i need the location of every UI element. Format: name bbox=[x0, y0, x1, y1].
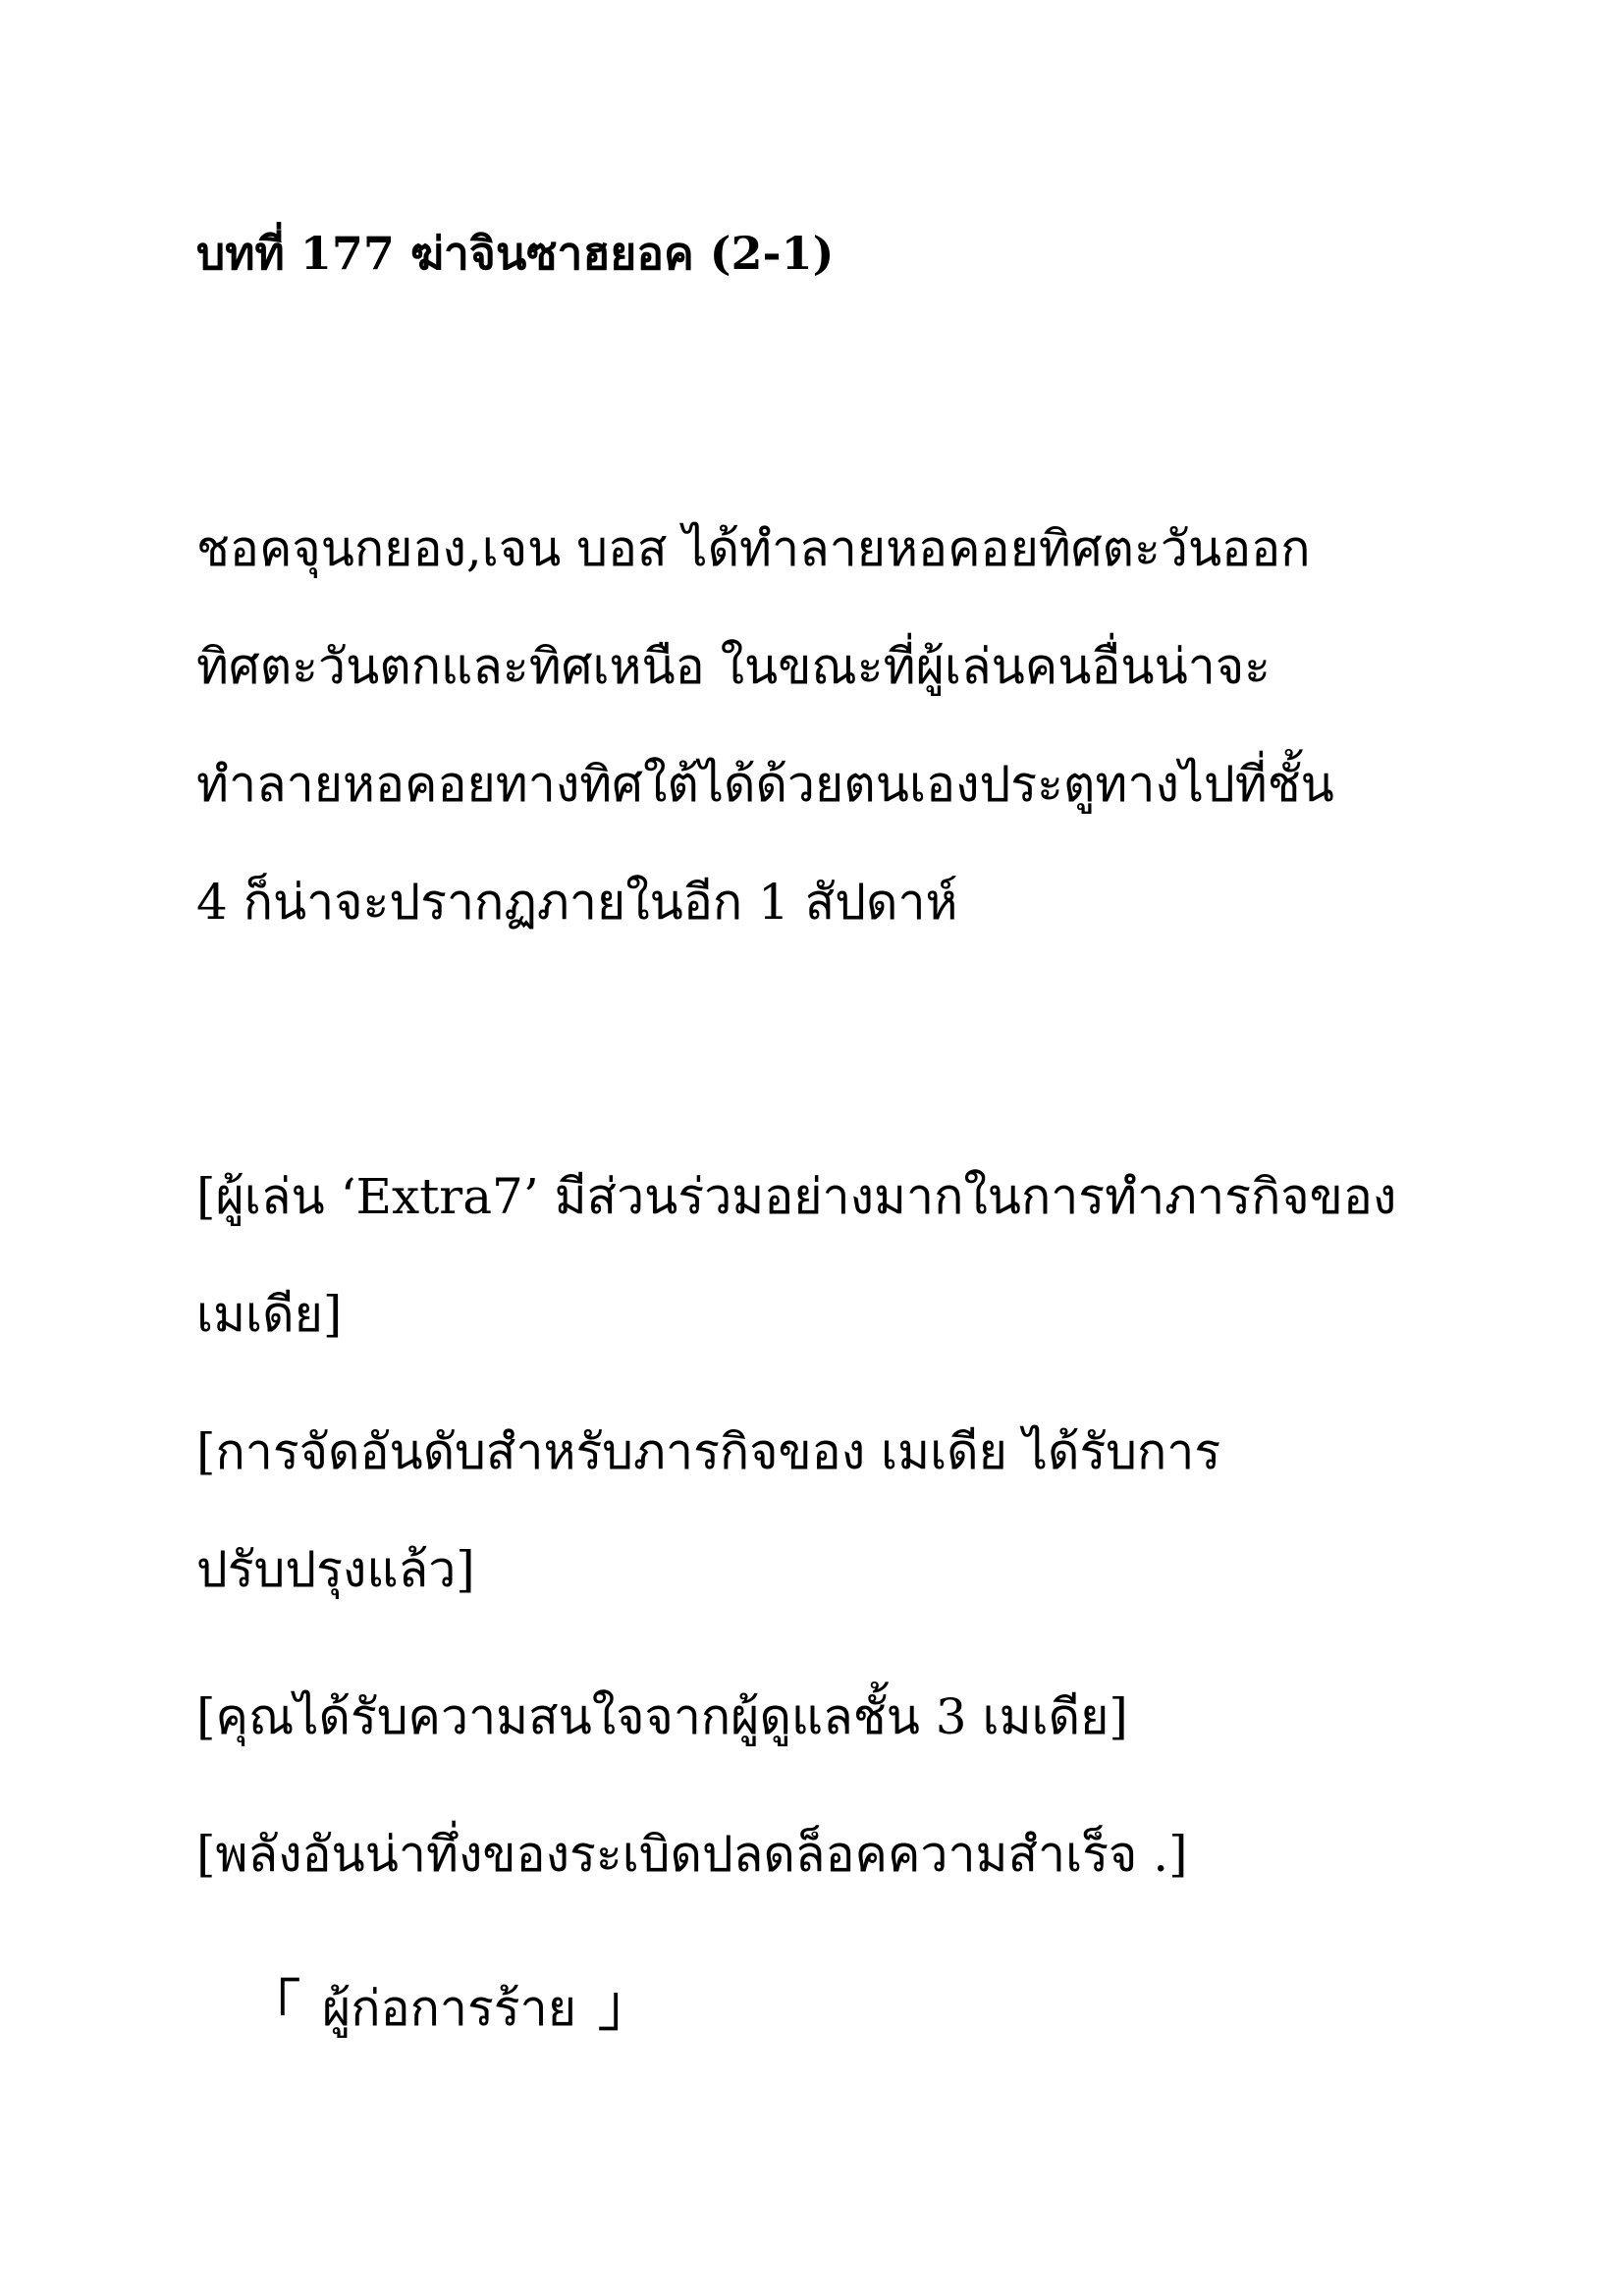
paragraph-line-1: ชอคจุนกยอง,เจน บอส ได้ทำลายหอคอยทิศตะวันออก bbox=[196, 520, 1311, 577]
system-line-3: [การจัดอันดับสำหรับภารกิจของ เมเดีย ได้รับการ bbox=[196, 1423, 1221, 1480]
system-line-1: [ผู้เล่น ‘Extra7’ มีส่วนร่วมอย่างมากในการทำภารกิจของ bbox=[196, 1168, 1397, 1225]
system-line-6: [พลังอันน่าทึ่งของระเบิดปลดล็อคความสำเร็จ .] bbox=[196, 1826, 1188, 1883]
system-line-4: ปรับปรุงแล้ว] bbox=[196, 1541, 475, 1598]
system-line-5: [คุณได้รับความสนใจจากผู้ดูแลชั้น 3 เมเดีย] bbox=[196, 1688, 1128, 1745]
open-corner-bracket: 「 bbox=[245, 1975, 300, 2039]
close-corner-bracket: 」 bbox=[598, 1975, 654, 2039]
system-line-2: เมเดีย] bbox=[196, 1286, 343, 1343]
paragraph-line-4: 4 ก็น่าจะปรากฏภายในอีก 1 สัปดาห์ bbox=[196, 874, 958, 931]
paragraph-line-3: ทำลายหอคอยทางทิศใต้ได้ด้วยตนเองประตูทางไปที่ชั้น bbox=[196, 756, 1334, 813]
chapter-title: บทที่ 177 ฆ่าจินซาฮยอค (2-1) bbox=[196, 227, 835, 280]
special-title-text: ผู้ก่อการร้าย bbox=[322, 1980, 577, 2037]
paragraph-line-2: ทิศตะวันตกและทิศเหนือ ในขณะที่ผู้เล่นคนอื่นน่าจะ bbox=[196, 638, 1272, 695]
special-title bbox=[245, 1973, 653, 2043]
